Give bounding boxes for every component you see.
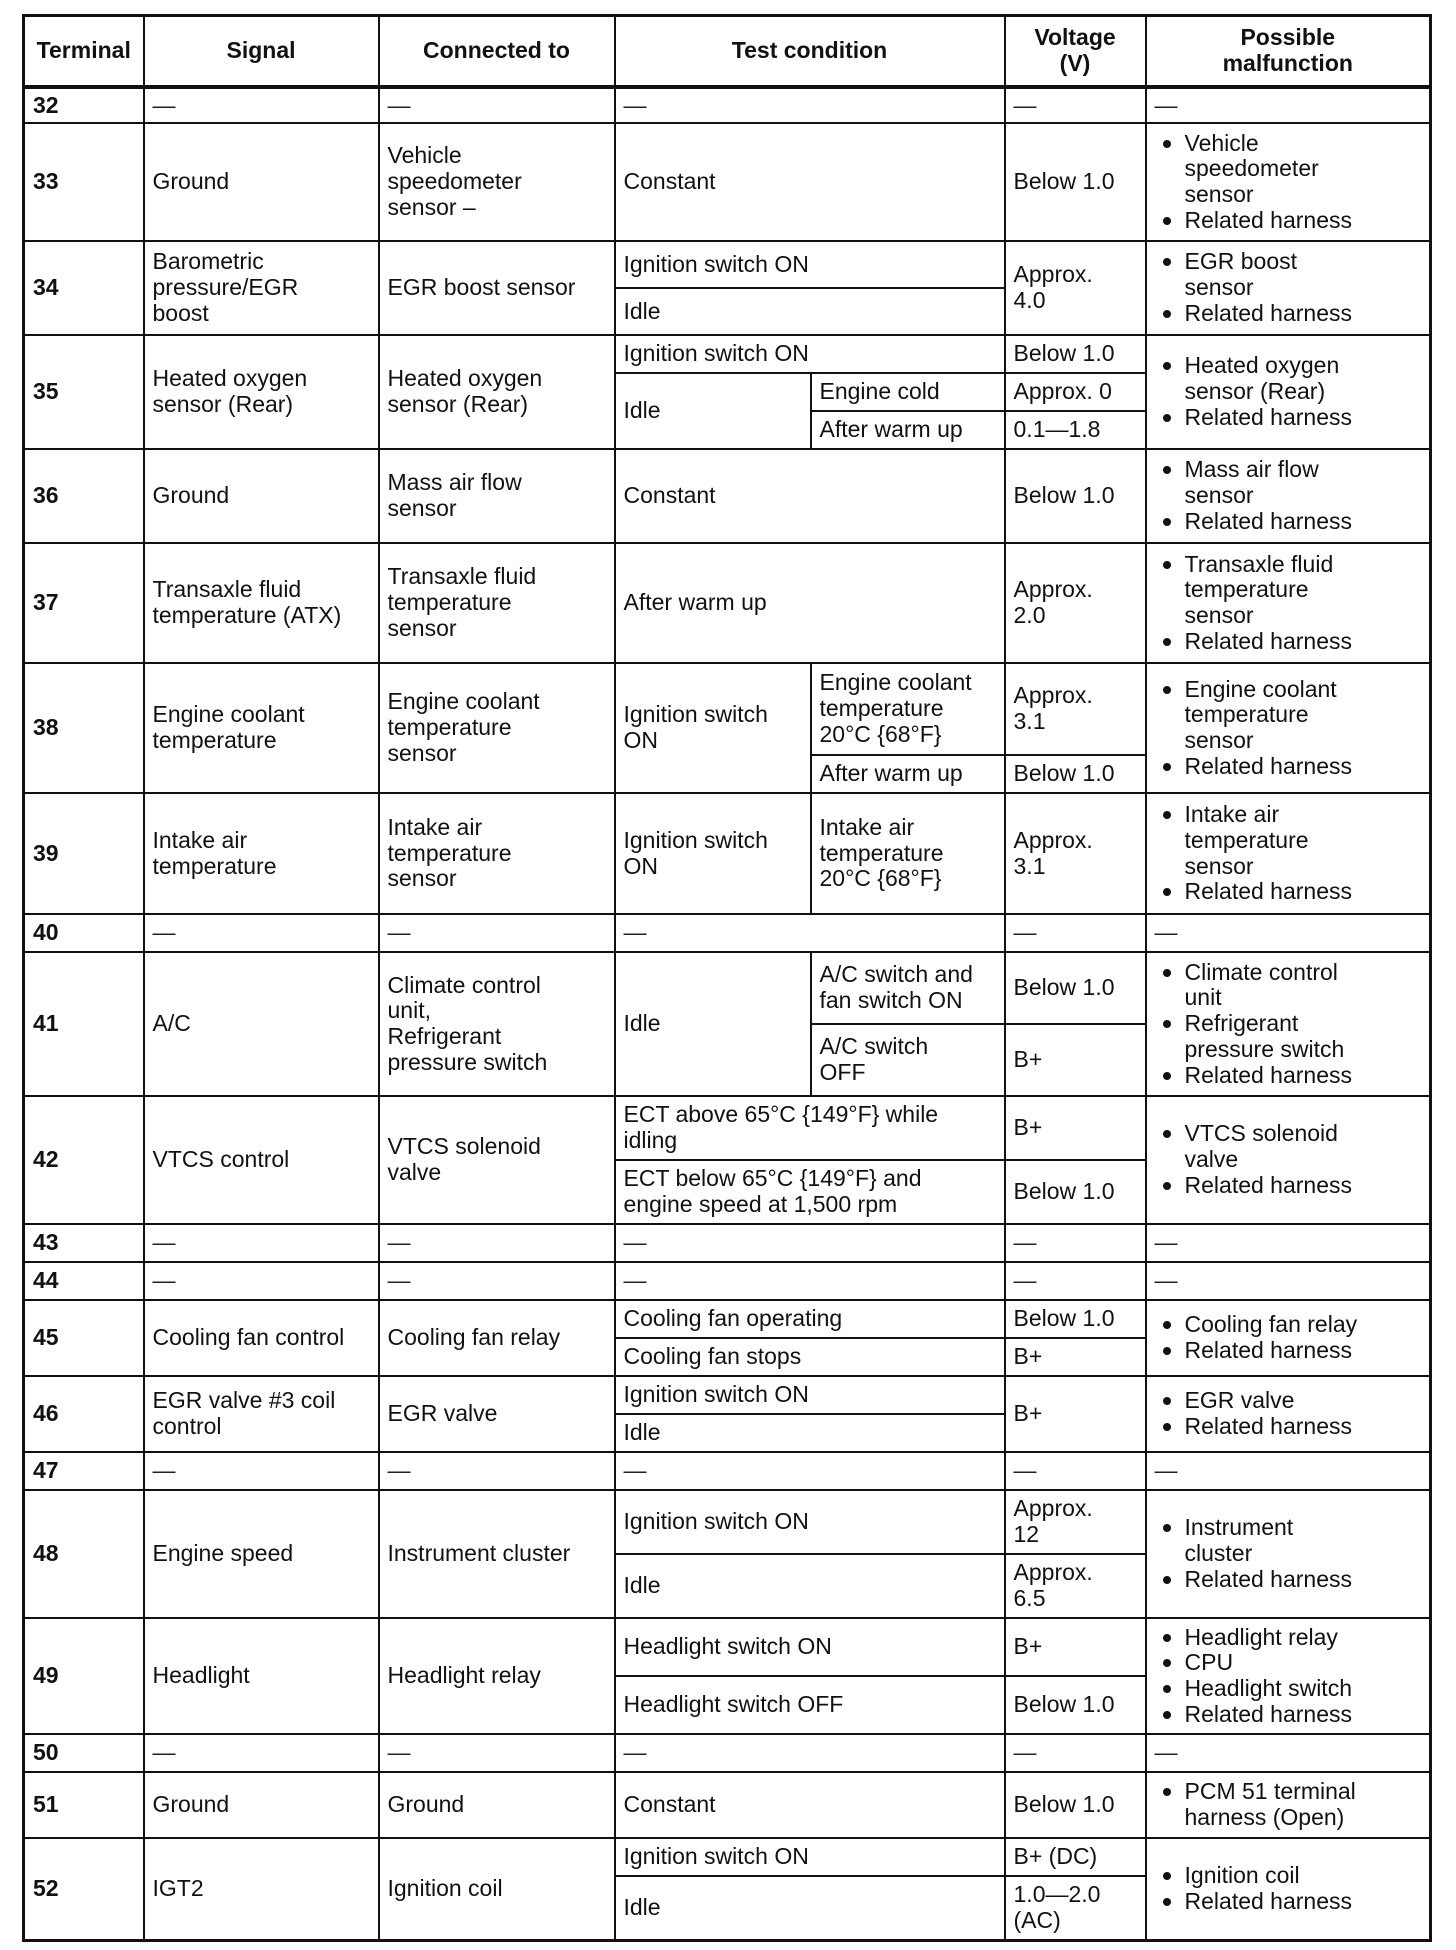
malfunction-item: Related harness: [1155, 879, 1422, 905]
voltage-cell: B+: [1005, 1338, 1146, 1376]
table-row: [24, 1300, 1431, 1338]
malfunction-cell: [1146, 1376, 1431, 1452]
voltage-cell: Below 1.0: [1005, 335, 1146, 373]
terminal-cell: 46: [24, 1376, 144, 1452]
dash-cell: —: [379, 1262, 615, 1300]
malfunction-item: Related harness: [1155, 509, 1422, 535]
dash-cell: —: [1005, 1452, 1146, 1490]
voltage-cell: Approx. 3.1: [1005, 663, 1146, 755]
dash-cell: —: [1005, 914, 1146, 952]
table-row: [24, 663, 1431, 755]
malfunction-item: Related harness: [1155, 1567, 1422, 1593]
signal-cell: Headlight: [144, 1618, 379, 1734]
malfunction-item: EGR valve: [1155, 1388, 1422, 1414]
terminal-voltage-document: [22, 14, 1432, 1942]
malfunction-item: Related harness: [1155, 1889, 1422, 1915]
dash-cell: —: [1005, 1224, 1146, 1262]
voltage-cell: Approx. 12: [1005, 1490, 1146, 1554]
voltage-cell: B+: [1005, 1618, 1146, 1676]
dash-cell: —: [615, 914, 1005, 952]
malfunction-item: Headlight relay: [1155, 1625, 1422, 1651]
terminal-cell: 50: [24, 1734, 144, 1772]
malfunction-item: Vehicle speedometer sensor: [1155, 131, 1422, 208]
malfunction-item: Related harness: [1155, 208, 1422, 234]
header-connected-to: Connected to: [379, 16, 615, 88]
dash-cell: —: [615, 1452, 1005, 1490]
voltage-cell: B+: [1005, 1096, 1146, 1160]
malfunction-cell: [1146, 663, 1431, 793]
dash-cell: —: [1146, 87, 1431, 123]
dash-cell: —: [1146, 1734, 1431, 1772]
voltage-cell: Below 1.0: [1005, 1676, 1146, 1734]
voltage-cell: B+: [1005, 1376, 1146, 1452]
malfunction-item: Engine coolant temperature sensor: [1155, 677, 1422, 754]
malfunction-list: [1155, 1388, 1422, 1440]
terminal-cell: 47: [24, 1452, 144, 1490]
dash-cell: —: [144, 914, 379, 952]
malfunction-item: Related harness: [1155, 754, 1422, 780]
terminal-cell: 33: [24, 123, 144, 241]
table-row: [24, 543, 1431, 663]
table-row: [24, 1452, 1431, 1490]
header-test-condition: Test condition: [615, 16, 1005, 88]
malfunction-item: Related harness: [1155, 405, 1422, 431]
malfunction-list: [1155, 353, 1422, 430]
malfunction-list: [1155, 1779, 1422, 1831]
voltage-cell: Below 1.0: [1005, 952, 1146, 1024]
terminal-cell: 41: [24, 952, 144, 1096]
test-condition-cell: Constant: [615, 123, 1005, 241]
malfunction-item: Related harness: [1155, 1702, 1422, 1728]
malfunction-cell: [1146, 1618, 1431, 1734]
terminal-cell: 44: [24, 1262, 144, 1300]
header-row: [24, 16, 1431, 88]
dash-cell: —: [379, 914, 615, 952]
test-condition-cell: Headlight switch OFF: [615, 1676, 1005, 1734]
test-condition-cell: Ignition switch ON: [615, 1376, 1005, 1414]
malfunction-cell: [1146, 1838, 1431, 1940]
test-condition-cell: Idle: [615, 1876, 1005, 1940]
malfunction-list: [1155, 802, 1422, 905]
table-row: [24, 793, 1431, 914]
dash-cell: —: [144, 1452, 379, 1490]
test-condition-cell: ECT above 65°C {149°F} while idling: [615, 1096, 1005, 1160]
test-condition-cell: Constant: [615, 449, 1005, 543]
dash-cell: —: [144, 1262, 379, 1300]
header-signal: Signal: [144, 16, 379, 88]
voltage-cell: B+: [1005, 1024, 1146, 1096]
malfunction-cell: [1146, 335, 1431, 449]
test-condition-cell: Ignition switch ON: [615, 1490, 1005, 1554]
connected-to-cell: EGR valve: [379, 1376, 615, 1452]
connected-to-cell: Instrument cluster: [379, 1490, 615, 1618]
terminal-cell: 51: [24, 1772, 144, 1838]
malfunction-list: [1155, 457, 1422, 534]
voltage-cell: Approx. 6.5: [1005, 1554, 1146, 1618]
malfunction-cell: [1146, 793, 1431, 914]
table-row: [24, 123, 1431, 241]
dash-cell: —: [1146, 1224, 1431, 1262]
malfunction-item: Related harness: [1155, 301, 1422, 327]
dash-cell: —: [615, 87, 1005, 123]
terminal-cell: 39: [24, 793, 144, 914]
header-terminal: Terminal: [24, 16, 144, 88]
malfunction-item: Related harness: [1155, 1063, 1422, 1089]
signal-cell: Ground: [144, 449, 379, 543]
malfunction-list: [1155, 131, 1422, 234]
table-row: [24, 952, 1431, 1024]
malfunction-item: EGR boost sensor: [1155, 249, 1422, 301]
malfunction-cell: [1146, 123, 1431, 241]
signal-cell: A/C: [144, 952, 379, 1096]
voltage-cell: 0.1—1.8: [1005, 411, 1146, 449]
malfunction-list: [1155, 677, 1422, 780]
terminal-cell: 38: [24, 663, 144, 793]
table-row: [24, 335, 1431, 373]
signal-cell: EGR valve #3 coil control: [144, 1376, 379, 1452]
dash-cell: —: [615, 1262, 1005, 1300]
signal-cell: Cooling fan control: [144, 1300, 379, 1376]
table-row: [24, 241, 1431, 288]
dash-cell: —: [144, 87, 379, 123]
malfunction-item: Related harness: [1155, 1173, 1422, 1199]
terminal-voltage-table: [22, 14, 1432, 1942]
malfunction-cell: [1146, 952, 1431, 1096]
dash-cell: —: [1005, 1262, 1146, 1300]
test-condition-cell: Ignition switch ON: [615, 793, 811, 914]
malfunction-cell: [1146, 449, 1431, 543]
test-condition-cell: Ignition switch ON: [615, 335, 1005, 373]
connected-to-cell: Engine coolant temperature sensor: [379, 663, 615, 793]
terminal-cell: 32: [24, 87, 144, 123]
voltage-cell: Approx. 4.0: [1005, 241, 1146, 335]
terminal-cell: 40: [24, 914, 144, 952]
malfunction-item: Related harness: [1155, 1414, 1422, 1440]
dash-cell: —: [1146, 1452, 1431, 1490]
test-condition-cell: Idle: [615, 952, 811, 1096]
terminal-cell: 49: [24, 1618, 144, 1734]
dash-cell: —: [379, 87, 615, 123]
malfunction-item: Heated oxygen sensor (Rear): [1155, 353, 1422, 405]
dash-cell: —: [615, 1734, 1005, 1772]
signal-cell: Intake air temperature: [144, 793, 379, 914]
connected-to-cell: Ground: [379, 1772, 615, 1838]
malfunction-list: [1155, 1863, 1422, 1915]
malfunction-cell: [1146, 1096, 1431, 1224]
signal-cell: IGT2: [144, 1838, 379, 1940]
connected-to-cell: Cooling fan relay: [379, 1300, 615, 1376]
signal-cell: VTCS control: [144, 1096, 379, 1224]
signal-cell: Transaxle fluid temperature (ATX): [144, 543, 379, 663]
table-row: [24, 1734, 1431, 1772]
malfunction-list: [1155, 1312, 1422, 1364]
dash-cell: —: [1146, 1262, 1431, 1300]
terminal-cell: 42: [24, 1096, 144, 1224]
connected-to-cell: Ignition coil: [379, 1838, 615, 1940]
dash-cell: —: [144, 1224, 379, 1262]
malfunction-item: Mass air flow sensor: [1155, 457, 1422, 509]
terminal-cell: 48: [24, 1490, 144, 1618]
sub-condition-cell: A/C switch OFF: [811, 1024, 1005, 1096]
malfunction-cell: [1146, 241, 1431, 335]
dash-cell: —: [144, 1734, 379, 1772]
terminal-cell: 36: [24, 449, 144, 543]
malfunction-item: Climate control unit: [1155, 960, 1422, 1012]
malfunction-list: [1155, 1515, 1422, 1592]
test-condition-cell: Cooling fan stops: [615, 1338, 1005, 1376]
table-row: [24, 1772, 1431, 1838]
voltage-cell: Below 1.0: [1005, 449, 1146, 543]
connected-to-cell: Mass air flow sensor: [379, 449, 615, 543]
table-row: [24, 914, 1431, 952]
test-condition-cell: Ignition switch ON: [615, 1838, 1005, 1876]
signal-cell: Ground: [144, 123, 379, 241]
table-row: [24, 1376, 1431, 1414]
test-condition-cell: Idle: [615, 288, 1005, 335]
voltage-cell: Below 1.0: [1005, 1300, 1146, 1338]
voltage-cell: Below 1.0: [1005, 1160, 1146, 1224]
sub-condition-cell: Engine cold: [811, 373, 1005, 411]
dash-cell: —: [615, 1224, 1005, 1262]
test-condition-cell: ECT below 65°C {149°F} and engine speed at 1,500 rpm: [615, 1160, 1005, 1224]
malfunction-item: Transaxle fluid temperature sensor: [1155, 552, 1422, 629]
voltage-cell: Below 1.0: [1005, 755, 1146, 793]
test-condition-cell: Cooling fan operating: [615, 1300, 1005, 1338]
dash-cell: —: [1005, 87, 1146, 123]
signal-cell: Engine coolant temperature: [144, 663, 379, 793]
table-row: [24, 1096, 1431, 1160]
terminal-cell: 35: [24, 335, 144, 449]
header-possible-malfunction: Possible malfunction: [1146, 16, 1431, 88]
sub-condition-cell: Engine coolant temperature 20°C {68°F}: [811, 663, 1005, 755]
malfunction-item: PCM 51 terminal harness (Open): [1155, 1779, 1422, 1831]
malfunction-item: Related harness: [1155, 629, 1422, 655]
malfunction-list: [1155, 552, 1422, 655]
table-row: [24, 1224, 1431, 1262]
test-condition-cell: Idle: [615, 1414, 1005, 1452]
malfunction-item: Refrigerant pressure switch: [1155, 1011, 1422, 1063]
table-row: [24, 1490, 1431, 1554]
malfunction-cell: [1146, 1490, 1431, 1618]
voltage-cell: Approx. 2.0: [1005, 543, 1146, 663]
malfunction-item: Headlight switch: [1155, 1676, 1422, 1702]
sub-condition-cell: Intake air temperature 20°C {68°F}: [811, 793, 1005, 914]
dash-cell: —: [379, 1224, 615, 1262]
voltage-cell: Below 1.0: [1005, 123, 1146, 241]
test-condition-cell: Idle: [615, 1554, 1005, 1618]
terminal-cell: 37: [24, 543, 144, 663]
malfunction-list: [1155, 960, 1422, 1089]
table-row: [24, 1262, 1431, 1300]
malfunction-cell: [1146, 543, 1431, 663]
sub-condition-cell: After warm up: [811, 411, 1005, 449]
table-row: [24, 87, 1431, 123]
malfunction-list: [1155, 1625, 1422, 1728]
connected-to-cell: Intake air temperature sensor: [379, 793, 615, 914]
malfunction-cell: [1146, 1772, 1431, 1838]
voltage-cell: Approx. 0: [1005, 373, 1146, 411]
signal-cell: Heated oxygen sensor (Rear): [144, 335, 379, 449]
malfunction-list: [1155, 1121, 1422, 1198]
connected-to-cell: Vehicle speedometer sensor –: [379, 123, 615, 241]
dash-cell: —: [379, 1734, 615, 1772]
voltage-cell: Below 1.0: [1005, 1772, 1146, 1838]
malfunction-item: Related harness: [1155, 1338, 1422, 1364]
malfunction-item: Ignition coil: [1155, 1863, 1422, 1889]
voltage-cell: Approx. 3.1: [1005, 793, 1146, 914]
sub-condition-cell: After warm up: [811, 755, 1005, 793]
terminal-cell: 45: [24, 1300, 144, 1376]
dash-cell: —: [1146, 914, 1431, 952]
test-condition-cell: Ignition switch ON: [615, 241, 1005, 288]
dash-cell: —: [1005, 1734, 1146, 1772]
connected-to-cell: EGR boost sensor: [379, 241, 615, 335]
connected-to-cell: Headlight relay: [379, 1618, 615, 1734]
connected-to-cell: Heated oxygen sensor (Rear): [379, 335, 615, 449]
test-condition-cell: Ignition switch ON: [615, 663, 811, 793]
voltage-cell: 1.0—2.0 (AC): [1005, 1876, 1146, 1940]
signal-cell: Engine speed: [144, 1490, 379, 1618]
test-condition-cell: After warm up: [615, 543, 1005, 663]
dash-cell: —: [379, 1452, 615, 1490]
connected-to-cell: VTCS solenoid valve: [379, 1096, 615, 1224]
malfunction-item: Instrument cluster: [1155, 1515, 1422, 1567]
malfunction-item: VTCS solenoid valve: [1155, 1121, 1422, 1173]
voltage-cell: B+ (DC): [1005, 1838, 1146, 1876]
terminal-cell: 43: [24, 1224, 144, 1262]
connected-to-cell: Climate control unit, Refrigerant pressure switch: [379, 952, 615, 1096]
malfunction-item: CPU: [1155, 1650, 1422, 1676]
table-row: [24, 449, 1431, 543]
connected-to-cell: Transaxle fluid temperature sensor: [379, 543, 615, 663]
header-voltage: Voltage (V): [1005, 16, 1146, 88]
table-row: [24, 1838, 1431, 1876]
signal-cell: Barometric pressure/EGR boost: [144, 241, 379, 335]
sub-condition-cell: A/C switch and fan switch ON: [811, 952, 1005, 1024]
test-condition-cell: Idle: [615, 373, 811, 449]
terminal-cell: 34: [24, 241, 144, 335]
malfunction-list: [1155, 249, 1422, 326]
test-condition-cell: Constant: [615, 1772, 1005, 1838]
malfunction-item: Cooling fan relay: [1155, 1312, 1422, 1338]
terminal-cell: 52: [24, 1838, 144, 1940]
table-row: [24, 1618, 1431, 1676]
malfunction-item: Intake air temperature sensor: [1155, 802, 1422, 879]
signal-cell: Ground: [144, 1772, 379, 1838]
malfunction-cell: [1146, 1300, 1431, 1376]
test-condition-cell: Headlight switch ON: [615, 1618, 1005, 1676]
